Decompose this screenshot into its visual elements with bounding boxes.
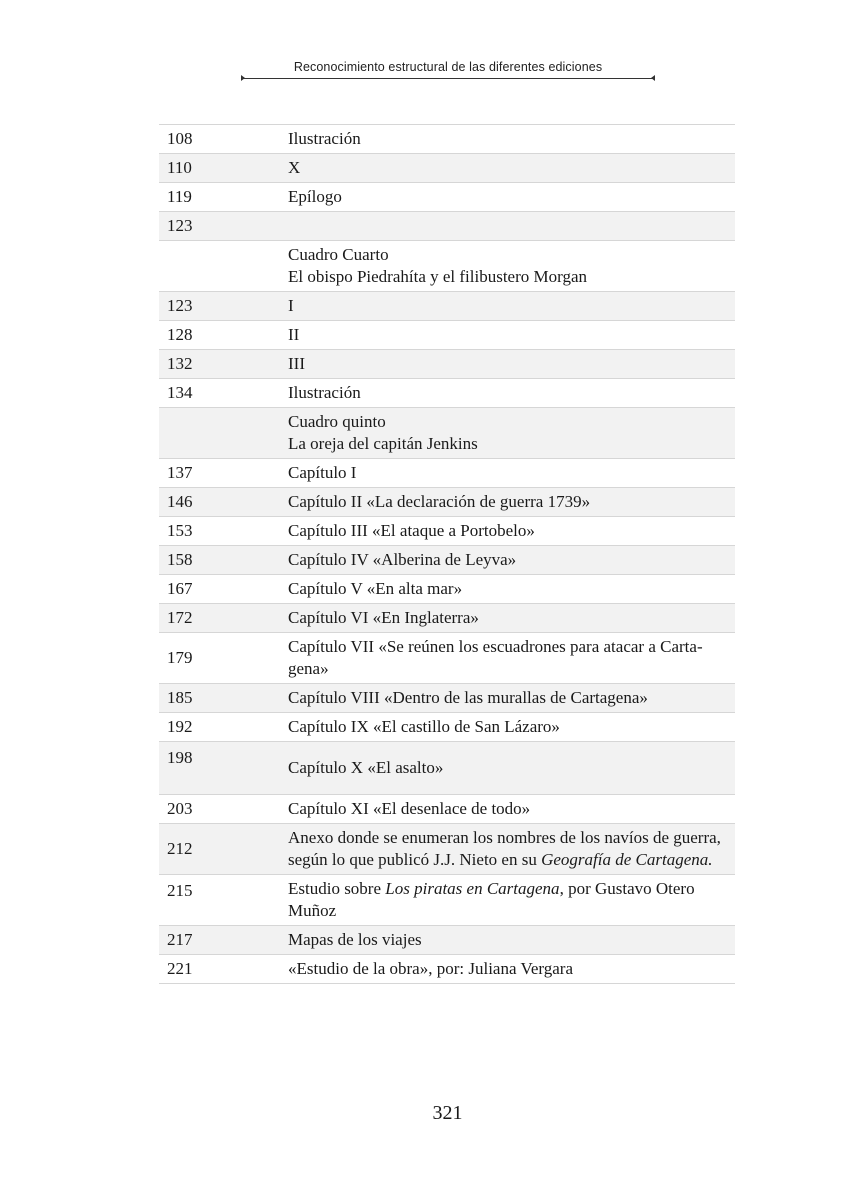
section-row: [159, 408, 735, 459]
page-ref: 110: [159, 154, 280, 183]
page-ref: 119: [159, 183, 280, 212]
page-ref: [159, 408, 280, 459]
table-row: [159, 926, 735, 955]
page-ref: 167: [159, 575, 280, 604]
entry-title: Capítulo II «La declaración de guerra 1739»: [280, 488, 735, 517]
entry-title: [280, 875, 735, 926]
table-row: [159, 684, 735, 713]
page-ref: 217: [159, 926, 280, 955]
section-title: [280, 241, 735, 292]
page-ref: 123: [159, 212, 280, 241]
entry-title-italic: Geografía de Cartagena.: [541, 850, 713, 869]
page-ref: 108: [159, 125, 280, 154]
table-row: [159, 292, 735, 321]
entry-title: Capítulo VI «En Inglaterra»: [280, 604, 735, 633]
table-row: [159, 795, 735, 824]
table-row: [159, 321, 735, 350]
table-row: [159, 517, 735, 546]
page-ref: 146: [159, 488, 280, 517]
entry-title: Capítulo III «El ataque a Portobelo»: [280, 517, 735, 546]
entry-title-text: Estudio sobre: [288, 879, 386, 898]
table-row: [159, 546, 735, 575]
page-ref: 215: [159, 875, 280, 926]
page-ref: 198: [159, 742, 280, 795]
table-row: [159, 125, 735, 154]
entry-title: Capítulo I: [280, 459, 735, 488]
table-row: [159, 459, 735, 488]
table-row: [159, 742, 735, 795]
entry-title: Mapas de los viajes: [280, 926, 735, 955]
entry-title-suffix: , por Gustavo Otero Muñoz: [288, 879, 695, 920]
page-ref: 153: [159, 517, 280, 546]
table-row: [159, 379, 735, 408]
table-row: [159, 575, 735, 604]
contents-table: [159, 124, 735, 984]
section-subtitle: La oreja del capitán Jenkins: [288, 434, 478, 453]
table-row: [159, 824, 735, 875]
page-ref: 134: [159, 379, 280, 408]
table-row: [159, 488, 735, 517]
entry-title: Capítulo VII «Se reúnen los escuadrones para atacar a Carta-gena»: [280, 633, 735, 684]
table-row: [159, 183, 735, 212]
page-ref: [159, 241, 280, 292]
section-label: Cuadro Cuarto: [288, 245, 389, 264]
entry-title: Capítulo X «El asalto»: [280, 742, 735, 795]
header-rule: [241, 78, 655, 79]
entry-title: Ilustración: [280, 379, 735, 408]
table-row: [159, 350, 735, 379]
entry-title: I: [280, 292, 735, 321]
section-title: [280, 408, 735, 459]
entry-title: III: [280, 350, 735, 379]
page-ref: 128: [159, 321, 280, 350]
table-row: [159, 955, 735, 984]
page-ref: 212: [159, 824, 280, 875]
table-row: [159, 154, 735, 183]
entry-title: Capítulo IX «El castillo de San Lázaro»: [280, 713, 735, 742]
entry-title: [280, 212, 735, 241]
section-subtitle: El obispo Piedrahíta y el filibustero Morgan: [288, 267, 588, 286]
page-ref: 172: [159, 604, 280, 633]
table-row: [159, 713, 735, 742]
entry-title-text: Anexo donde se enumeran los nombres de los navíos de guerra, según lo que publicó J.J. Nieto en su: [288, 828, 721, 869]
page-ref: 221: [159, 955, 280, 984]
entry-title: «Estudio de la obra», por: Juliana Vergara: [280, 955, 735, 984]
entry-title: Capítulo XI «El desenlace de todo»: [280, 795, 735, 824]
table-row: [159, 875, 735, 926]
entry-title: Epílogo: [280, 183, 735, 212]
entry-title: II: [280, 321, 735, 350]
entry-title: Ilustración: [280, 125, 735, 154]
entry-title: X: [280, 154, 735, 183]
entry-title: [280, 824, 735, 875]
running-title: Reconocimiento estructural de las diferentes ediciones: [293, 60, 603, 74]
table-row: [159, 212, 735, 241]
page-ref: 137: [159, 459, 280, 488]
entry-title-italic: Los piratas en Cartagena: [385, 879, 560, 898]
entry-title: Capítulo V «En alta mar»: [280, 575, 735, 604]
table-row: [159, 604, 735, 633]
page-ref: 123: [159, 292, 280, 321]
page-ref: 179: [159, 633, 280, 684]
entry-title: Capítulo VIII «Dentro de las murallas de Cartagena»: [280, 684, 735, 713]
table-row: [159, 633, 735, 684]
page-ref: 132: [159, 350, 280, 379]
page-ref: 203: [159, 795, 280, 824]
page-ref: 192: [159, 713, 280, 742]
page-number: 321: [432, 1102, 463, 1124]
running-header: [241, 60, 655, 79]
page-ref: 185: [159, 684, 280, 713]
page-ref: 158: [159, 546, 280, 575]
entry-title: Capítulo IV «Alberina de Leyva»: [280, 546, 735, 575]
section-label: Cuadro quinto: [288, 412, 386, 431]
section-row: [159, 241, 735, 292]
